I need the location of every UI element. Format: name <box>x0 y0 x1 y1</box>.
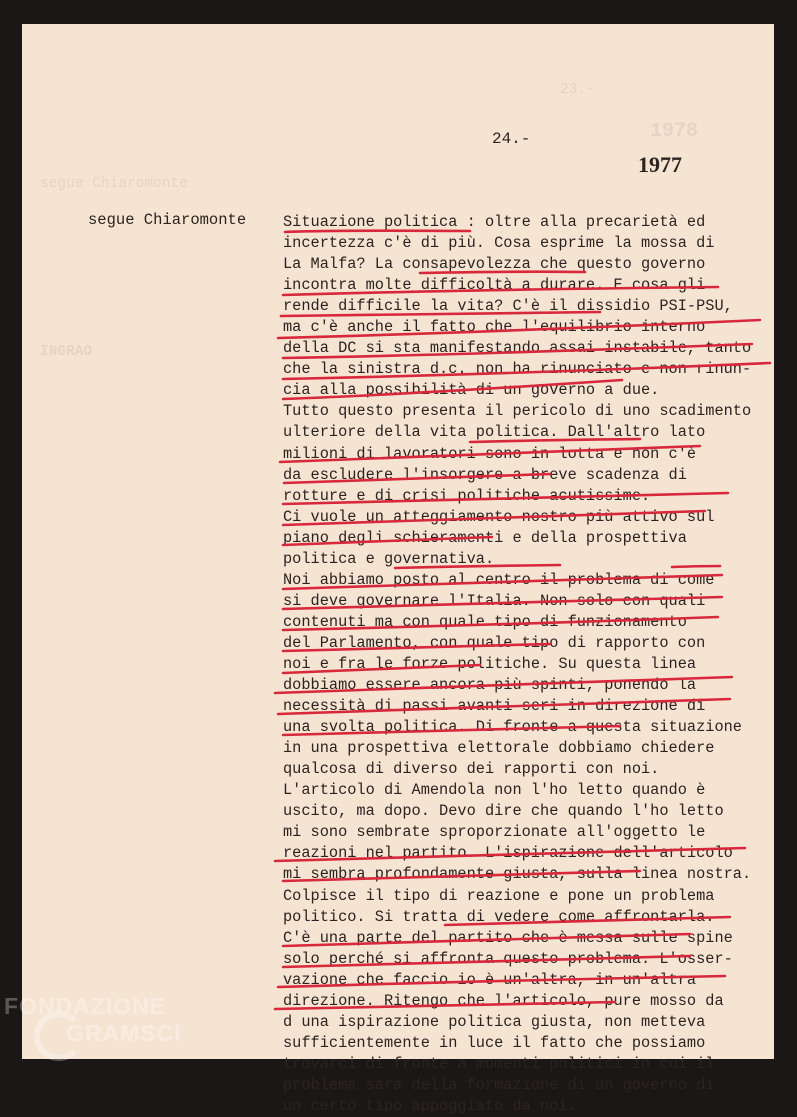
text-line: dobbiamo essere ancora più spinti, ponendo la <box>283 676 697 695</box>
underline-mark <box>283 380 622 399</box>
text-line: Colpisce il tipo di reazione e pone un problema <box>283 886 715 905</box>
text-line: trovarci di fronte a momenti politici in cui il <box>283 1054 715 1073</box>
text-line: ulteriore della vita politica. Dall'altro lato <box>283 423 706 442</box>
underline-mark <box>275 677 732 693</box>
underline-mark <box>278 976 725 987</box>
underline-mark <box>420 272 585 273</box>
underline-mark <box>283 871 640 881</box>
underline-mark <box>283 287 718 295</box>
underline-mark <box>283 644 550 651</box>
underline-mark <box>275 848 745 861</box>
text-line: uscito, ma dopo. Devo dire che quando l'ho letto <box>283 802 724 821</box>
text-line: Noi abbiamo posto al centro il problema di come <box>283 570 715 589</box>
bleed-through-text: 1978 <box>650 120 699 143</box>
watermark-line-2: GRAMSCI <box>66 1020 182 1046</box>
text-line: politica e governativa. <box>283 549 495 568</box>
text-line: del Parlamento, con quale tipo di rapporto con <box>283 633 706 652</box>
text-line: rotture e di crisi politiche acutissime. <box>283 486 651 505</box>
underline-mark <box>283 665 480 673</box>
underline-mark <box>283 511 705 525</box>
underline-mark <box>283 956 690 967</box>
g-logo-mark <box>34 1011 84 1061</box>
text-line: si deve governare l'Italia. Non solo con quali <box>283 591 706 610</box>
text-line: contenuti ma con quale tipo di funzionamento <box>283 612 687 631</box>
text-line: L'articolo di Amendola non l'ho letto quando è <box>283 781 706 800</box>
underline-mark <box>278 320 760 338</box>
text-line: Ci vuole un atteggiamento nostro più attivo sul <box>283 507 715 526</box>
bleed-through-text: segue Chiaromonte <box>40 176 188 192</box>
text-line: solo perché si affronta questo problema. L'osser- <box>283 949 733 968</box>
watermark-line-1: FONDAZIONE <box>4 993 167 1019</box>
text-line: piano degli schieramenti e della prospettiva <box>283 528 687 547</box>
fondazione-gramsci-watermark <box>4 993 182 1047</box>
text-line: in una prospettiva elettorale dobbiamo chiedere <box>283 739 715 758</box>
text-line: La Malfa? La consapevolezza che questo governo <box>283 255 706 274</box>
text-line: ma c'è anche il fatto che l'equilibrio interno <box>283 318 706 337</box>
underline-mark <box>283 344 752 358</box>
underline-mark <box>284 474 550 483</box>
text-line: problema sarà della formazione di un governo di <box>283 1075 715 1094</box>
text-line: milioni di lavoratori sono in lotta e non c'è <box>283 444 697 463</box>
underline-mark <box>281 312 600 316</box>
underline-mark <box>283 934 690 946</box>
text-line: Tutto questo presenta il pericolo di uno scadimento <box>283 402 752 421</box>
underline-mark <box>275 1002 615 1009</box>
text-line: vazione che faccio io è un'altra, in un'altra <box>283 970 697 989</box>
text-line: politico. Si tratta di vedere come affrontarla. <box>283 907 715 926</box>
text-line: necessità di passi avanti seri in direzione di <box>283 697 706 716</box>
underline-mark <box>283 597 722 609</box>
text-line: incontra molte difficoltà a durare. E cosa gli <box>283 276 706 295</box>
text-line: una svolta politica. Di fronte a questa situazione <box>283 718 742 737</box>
underline-mark <box>283 726 620 735</box>
text-line: reazioni nel partito. L'ispirazione dell'articolo <box>283 844 733 863</box>
underline-mark <box>285 231 470 232</box>
text-line: mi sono sembrate sproporzionate all'oggetto le <box>283 823 706 842</box>
text-line: d una ispirazione politica giusta, non metteva <box>283 1012 706 1031</box>
text-line: Situazione politica : oltre alla precarietà ed <box>283 213 706 231</box>
underline-mark <box>470 439 640 442</box>
bleed-through-text: INGRAO <box>40 344 93 360</box>
text-line: C'è una parte del partito che è messa sulle spine <box>283 928 733 947</box>
page-number: 24.- <box>492 130 531 148</box>
text-line: qualcosa di diverso dei rapporti con noi. <box>283 760 660 779</box>
underline-mark <box>283 537 492 545</box>
underline-mark <box>283 617 718 630</box>
underline-mark <box>278 699 730 714</box>
text-line: sufficientemente in luce il fatto che possiamo <box>283 1033 706 1052</box>
underline-mark <box>395 565 560 568</box>
bleed-through-text: 23.- <box>560 82 595 98</box>
underline-mark <box>280 446 700 462</box>
text-line: che la sinistra d.c. non ha rinunciato e non rinun- <box>283 360 752 379</box>
text-line: direzione. Ritengo che l'articolo, pure mosso da <box>283 991 724 1010</box>
text-line: mi sembra profondamente giusta, sulla linea nostra. <box>283 865 752 884</box>
text-line: cia alla possibilità di un governo a due. <box>283 381 660 400</box>
text-line: della DC si sta manifestando assai instabile, tanto <box>283 339 752 358</box>
text-line: rende difficile la vita? C'è il dissidio PSI-PSU, <box>283 297 733 316</box>
text-line: da escludere l'insorgere a breve scadenza di <box>283 465 687 484</box>
underline-mark <box>283 575 722 589</box>
underline-mark <box>283 493 728 504</box>
text-line: un certo tipo appoggiato da noi. <box>283 1096 577 1115</box>
underline-mark <box>283 363 770 379</box>
underline-mark <box>445 917 730 925</box>
text-line: incertezza c'è di più. Cosa esprime la mossa di <box>283 234 715 253</box>
text-line: noi e fra le forze politiche. Su questa linea <box>283 654 697 673</box>
speaker-label: segue Chiaromonte <box>88 211 247 229</box>
document-year: 1977 <box>638 152 682 177</box>
underline-mark <box>672 566 720 567</box>
